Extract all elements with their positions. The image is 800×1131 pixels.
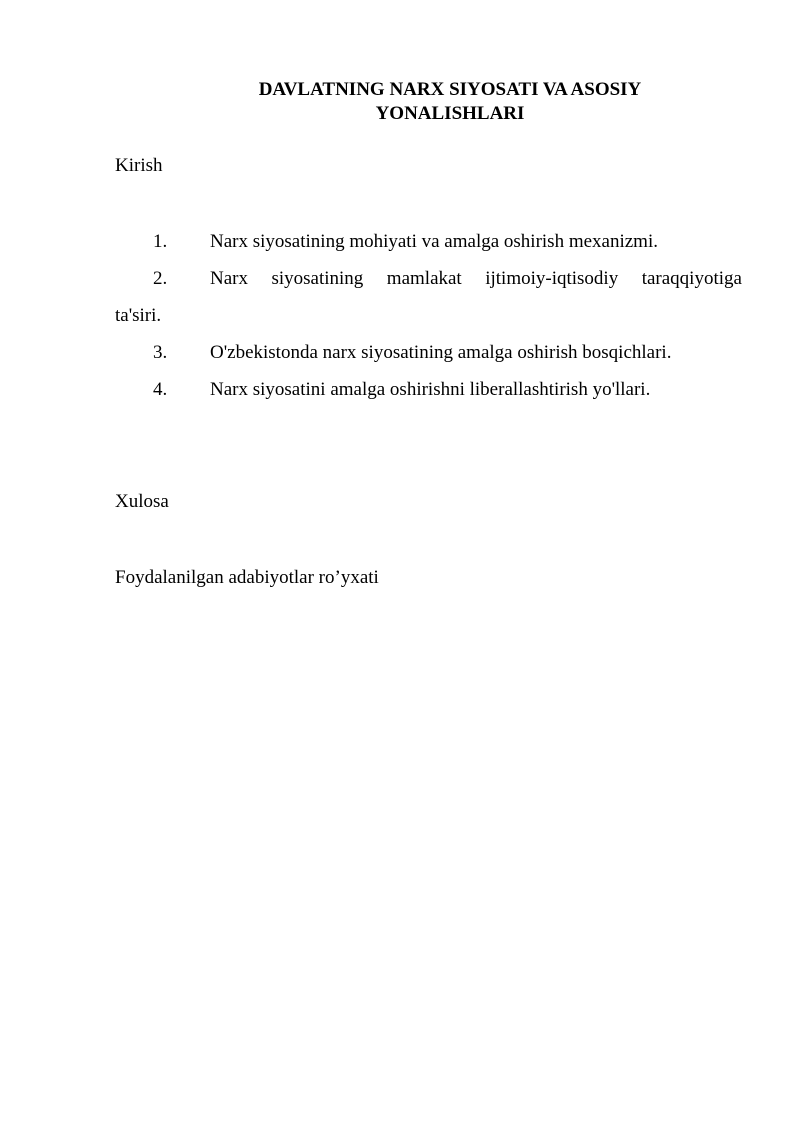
- references-heading: Foydalanilgan adabiyotlar ro’yxati: [115, 567, 379, 588]
- list-item-number: 1.: [153, 231, 168, 252]
- conclusion-heading: Xulosa: [115, 491, 169, 512]
- list-item-text: [210, 267, 742, 291]
- list-item-number: 4.: [153, 379, 168, 400]
- word: siyosatining: [271, 268, 364, 289]
- word: mamlakat: [386, 268, 462, 289]
- intro-heading: Kirish: [115, 155, 163, 176]
- list-item-text: O'zbekistonda narx siyosatining amalga oshirish bosqichlari.: [210, 342, 672, 363]
- document-title: [200, 78, 700, 126]
- word: taraqqiyotiga: [641, 268, 742, 289]
- word: ijtimoiy-iqtisodiy: [485, 268, 619, 289]
- word: Narx: [210, 268, 248, 289]
- list-item-number: 2.: [153, 268, 168, 289]
- list-item-number: 3.: [153, 342, 168, 363]
- list-item-text: Narx siyosatini amalga oshirishni liberallashtirish yo'llari.: [210, 379, 651, 400]
- list-item-continuation: ta'siri.: [115, 305, 162, 326]
- title-line-1: DAVLATNING NARX SIYOSATI VA ASOSIY: [258, 79, 642, 100]
- title-line-2: YONALISHLARI: [375, 103, 525, 124]
- list-item-text: Narx siyosatining mohiyati va amalga oshirish mexanizmi.: [210, 231, 658, 252]
